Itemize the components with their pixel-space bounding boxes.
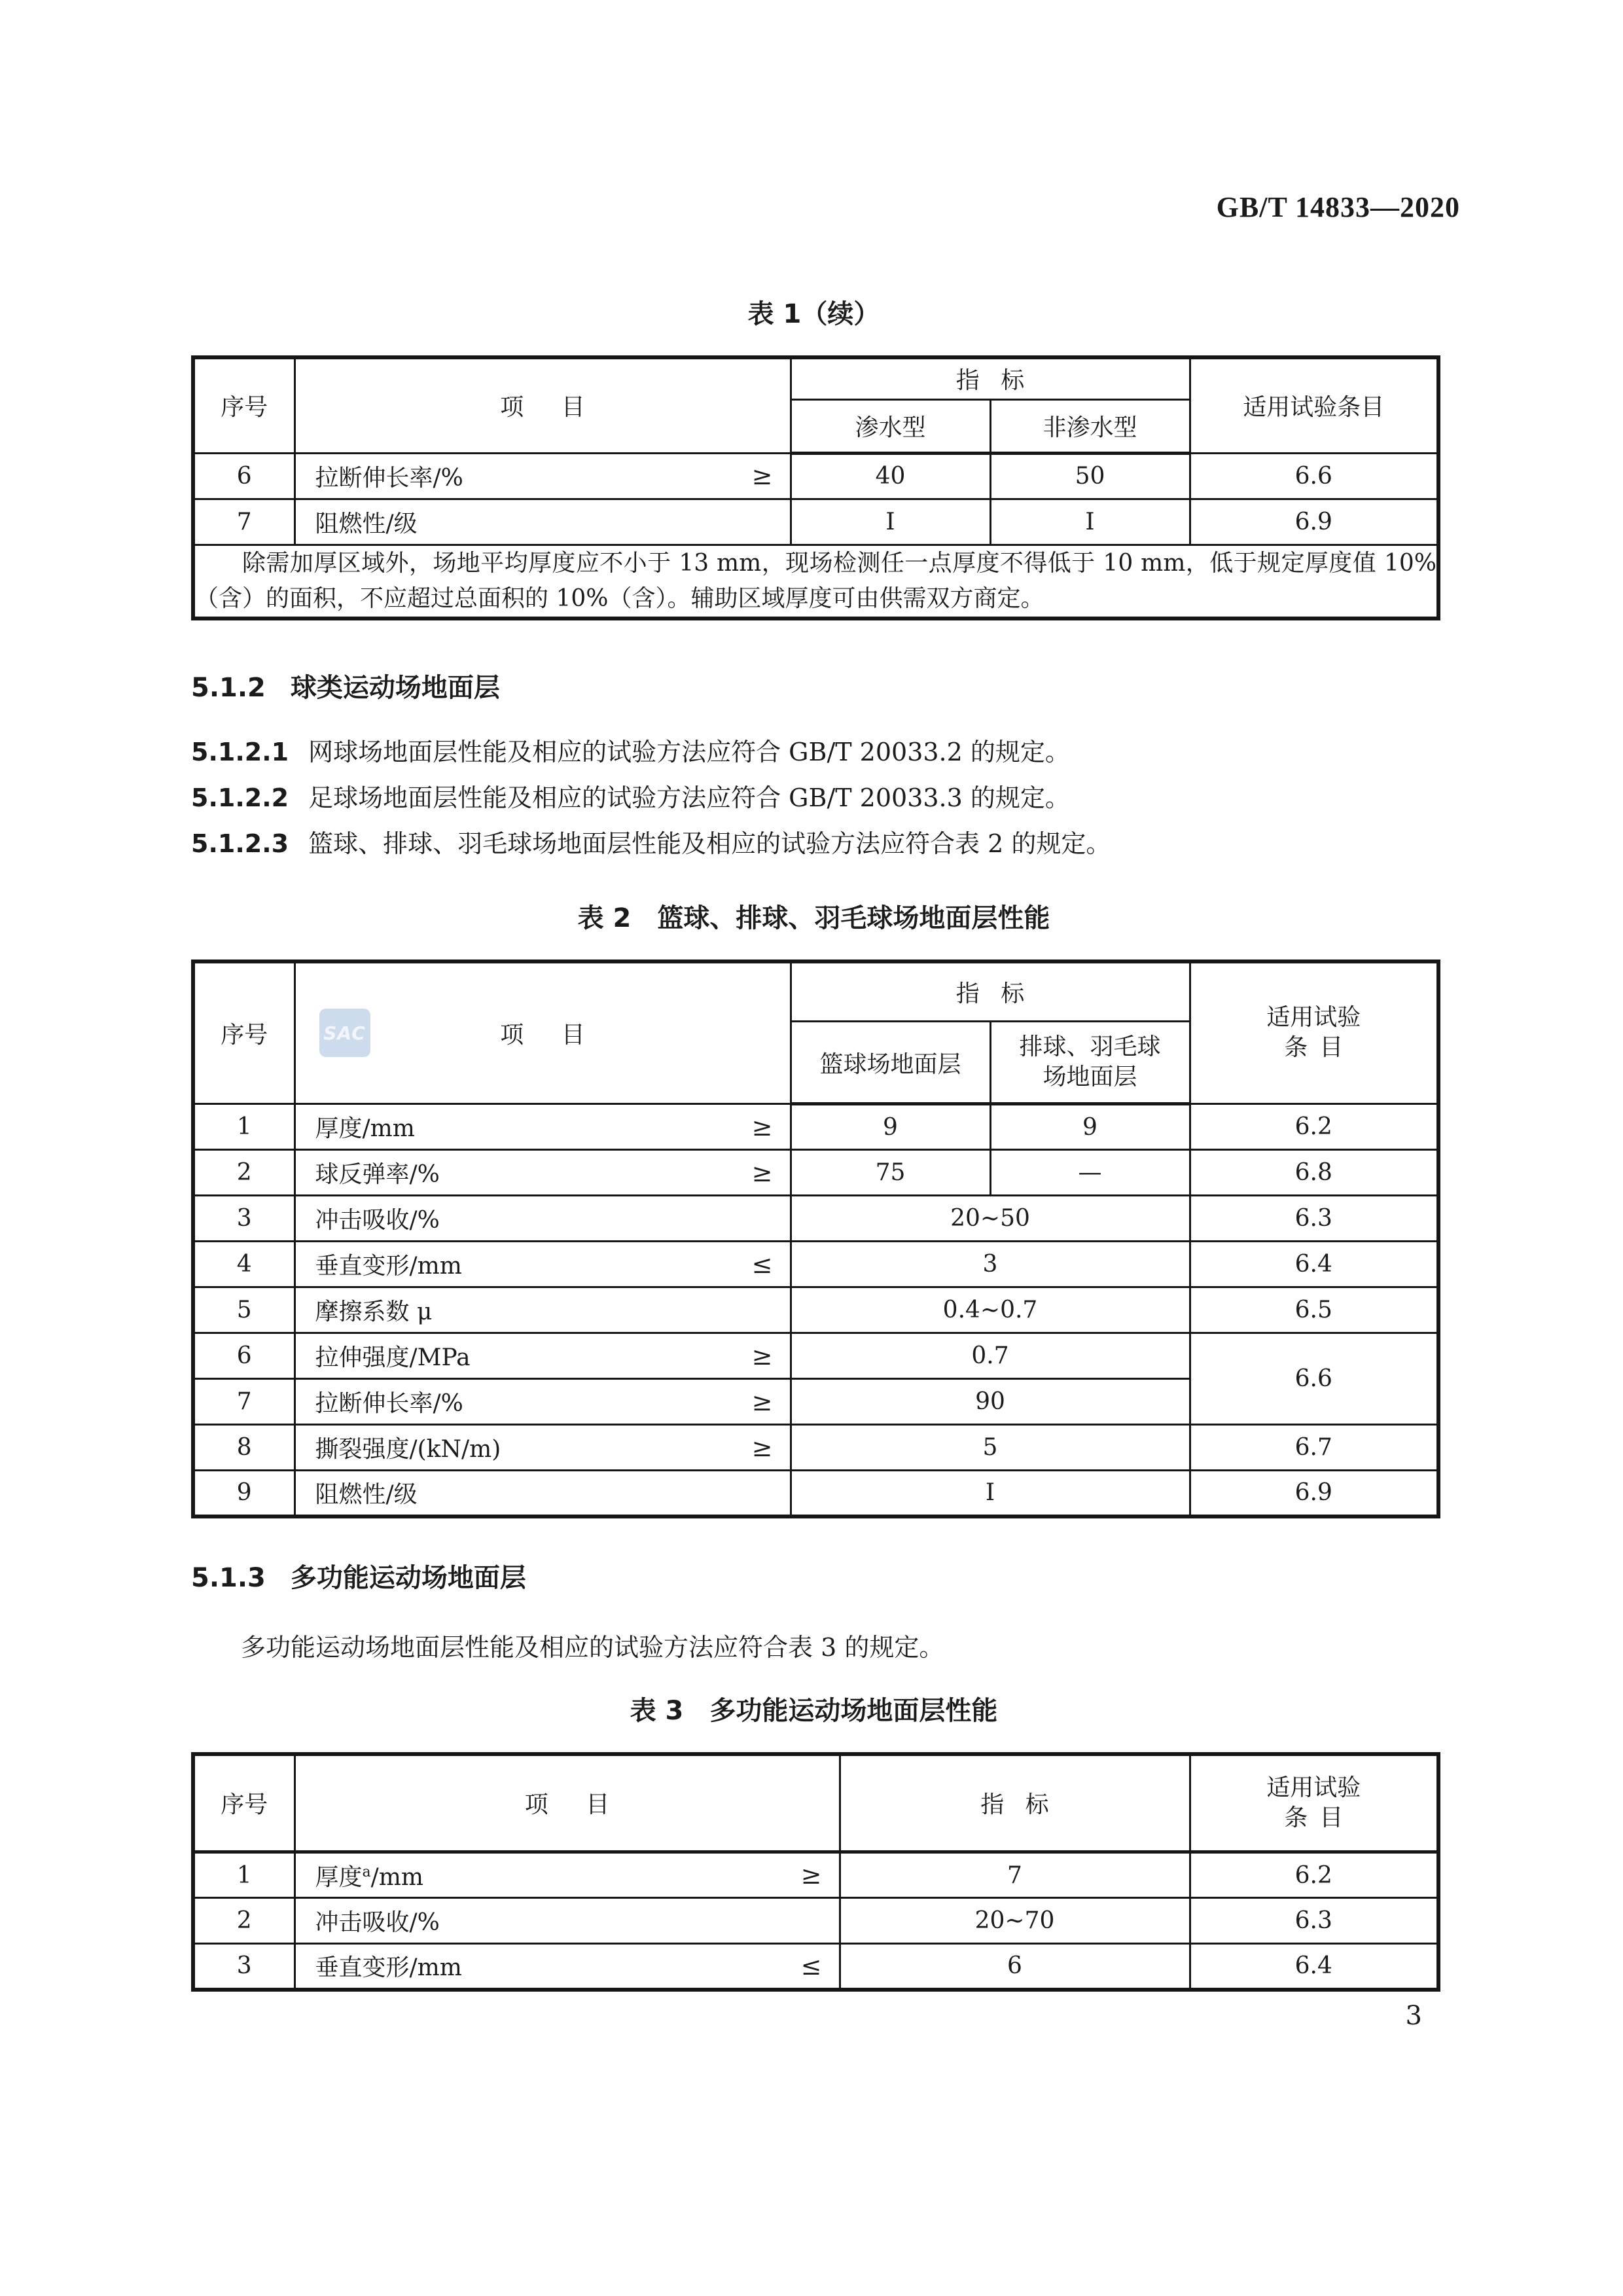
table2-col-basketball: 篮球场地面层 (791, 1022, 990, 1104)
cell-clause: 6.2 (1190, 1852, 1438, 1898)
table1-col-permeable: 渗水型 (791, 399, 990, 453)
table3-title-text: 多功能运动场地面层性能 (709, 1695, 998, 1726)
condition-symbol: ≥ (751, 1341, 773, 1371)
paragraph-5122 (191, 783, 1436, 813)
table2-col-item-label: 项目 (500, 1021, 623, 1049)
cell-value: I (990, 499, 1190, 545)
cell-clause: 6.4 (1190, 1944, 1438, 1990)
item-label: 撕裂强度/(kN/m) (315, 1436, 501, 1463)
cell-seq: 2 (193, 1150, 294, 1196)
cell-item (294, 1104, 791, 1150)
item-label: 垂直变形/mm (315, 1954, 462, 1982)
doc-code: GB/T 14833—2020 (1216, 191, 1460, 223)
cell-item (294, 453, 791, 499)
cell-item (294, 1287, 791, 1333)
cell-value: 20~70 (840, 1898, 1190, 1944)
section-heading-513 (191, 1562, 1436, 1594)
table-row (193, 453, 1438, 499)
table1-continued-title (191, 298, 1436, 331)
item-label: 垂直变形/mm (315, 1253, 462, 1280)
page-number: 3 (1405, 2000, 1422, 2031)
item-base: 厚度 (315, 1863, 363, 1891)
cell-value-span: 5 (791, 1425, 1190, 1471)
cell-item (294, 1944, 840, 1990)
cell-seq: 3 (193, 1944, 294, 1990)
section-title: 球类运动场地面层 (290, 672, 500, 703)
clause-text: 篮球、排球、羽毛球场地面层性能及相应的试验方法应符合表 2 的规定。 (308, 829, 1111, 858)
table-row (193, 1898, 1438, 1944)
cell-seq: 5 (193, 1287, 294, 1333)
table2-title-text: 篮球、排球、羽毛球场地面层性能 (657, 903, 1050, 933)
item-label: 厚度/mm (315, 1115, 415, 1142)
table2-col-seq: 序号 (193, 961, 294, 1104)
condition-symbol: ≤ (800, 1951, 822, 1981)
table2-col-item (294, 961, 791, 1104)
cell-value: I (791, 499, 990, 545)
table1 (191, 355, 1440, 620)
clause-text: 足球场地面层性能及相应的试验方法应符合 GB/T 20033.3 的规定。 (308, 783, 1070, 812)
cell-seq: 1 (193, 1852, 294, 1898)
condition-symbol: ≥ (751, 1112, 773, 1141)
cell-value-span: 20~50 (791, 1196, 1190, 1242)
item-label: 球反弹率/% (315, 1161, 440, 1188)
table-row (193, 1196, 1438, 1242)
item-label: 冲击吸收/% (315, 1207, 440, 1234)
page-content (191, 0, 1460, 2031)
cell-clause: 6.3 (1190, 1898, 1438, 1944)
clause-number: 5.1.2.2 (191, 783, 289, 812)
cell-item (294, 1898, 840, 1944)
table1-col-clause: 适用试验条目 (1190, 357, 1438, 453)
item-label: 阻燃性/级 (315, 1481, 418, 1509)
cell-seq: 6 (193, 453, 294, 499)
condition-symbol: ≤ (751, 1249, 773, 1279)
cell-value-span: 3 (791, 1242, 1190, 1287)
clause-number: 5.1.2.3 (191, 829, 289, 858)
table1-col-indicator: 指标 (791, 357, 1190, 399)
cell-clause: 6.6 (1190, 453, 1438, 499)
cell-clause: 6.8 (1190, 1150, 1438, 1196)
item-unit: /mm (370, 1863, 424, 1891)
table3-title (191, 1695, 1436, 1727)
cell-seq: 6 (193, 1333, 294, 1379)
table2 (191, 960, 1440, 1518)
subcol-line2: 场地面层 (1043, 1064, 1137, 1090)
cell-clause: 6.9 (1190, 499, 1438, 545)
table-row (193, 1852, 1438, 1898)
cell-clause: 6.9 (1190, 1471, 1438, 1516)
cell-value-span: 90 (791, 1379, 1190, 1425)
table-row (193, 1944, 1438, 1990)
cell-value: 75 (791, 1150, 990, 1196)
table2-header-row-1 (193, 961, 1438, 1022)
cell-value: 9 (791, 1104, 990, 1150)
section-title: 多功能运动场地面层 (290, 1562, 526, 1593)
cell-clause: 6.2 (1190, 1104, 1438, 1150)
cell-seq: 7 (193, 1379, 294, 1425)
cell-seq: 2 (193, 1898, 294, 1944)
cell-item (294, 1425, 791, 1471)
table1-col-item: 项目 (294, 357, 791, 453)
cell-clause: 6.3 (1190, 1196, 1438, 1242)
table-row (193, 1150, 1438, 1196)
condition-symbol: ≥ (800, 1861, 822, 1890)
cell-value: 40 (791, 453, 990, 499)
clause-text: 网球场地面层性能及相应的试验方法应符合 GB/T 20033.2 的规定。 (308, 737, 1070, 766)
table-row (193, 1425, 1438, 1471)
clause-number: 5.1.2.1 (191, 737, 289, 766)
condition-symbol: ≥ (751, 1433, 773, 1462)
cell-clause: 6.4 (1190, 1242, 1438, 1287)
table-row (193, 1104, 1438, 1150)
sac-watermark-logo: SAC (319, 1009, 370, 1057)
clause-header-line2: 条目 (1284, 1804, 1355, 1831)
table2-col-clause (1190, 961, 1438, 1104)
table-row (193, 1471, 1438, 1516)
cell-seq: 7 (193, 499, 294, 545)
table2-title-prefix: 表 2 (577, 903, 632, 933)
cell-item (294, 1196, 791, 1242)
cell-clause: 6.7 (1190, 1425, 1438, 1471)
table3-col-indicator: 指标 (840, 1754, 1190, 1852)
cell-value: 9 (990, 1104, 1190, 1150)
table1-col-nonpermeable: 非渗水型 (990, 399, 1190, 453)
cell-item (294, 1242, 791, 1287)
table2-col-volleyball-badminton (990, 1022, 1190, 1104)
cell-value: 50 (990, 453, 1190, 499)
table1-header-row-1 (193, 357, 1438, 399)
item-label: 阻燃性/级 (315, 510, 418, 537)
cell-value-span: 0.4~0.7 (791, 1287, 1190, 1333)
clause-header-line1: 适用试验 (1266, 1004, 1361, 1031)
condition-symbol: ≥ (751, 461, 773, 490)
footnote-marker: a (362, 1863, 371, 1880)
item-label: 拉断伸长率/% (315, 464, 463, 492)
clause-header-line2: 条目 (1284, 1034, 1355, 1062)
section-heading-512 (191, 672, 1436, 704)
section-number: 5.1.3 (191, 1562, 266, 1593)
table-note-row (193, 545, 1438, 619)
item-label: 摩擦系数 μ (315, 1299, 433, 1325)
item-label: 拉断伸长率/% (315, 1390, 463, 1417)
item-label: 拉伸强度/MPa (315, 1344, 471, 1371)
cell-seq: 1 (193, 1104, 294, 1150)
paragraph-5123 (191, 829, 1436, 859)
cell-value: — (990, 1150, 1190, 1196)
table-row (193, 499, 1438, 545)
cell-item (294, 1471, 791, 1516)
table3 (191, 1752, 1440, 1992)
cell-item (294, 1852, 840, 1898)
paragraph-513: 多功能运动场地面层性能及相应的试验方法应符合表 3 的规定。 (241, 1632, 944, 1662)
table3-header-row (193, 1754, 1438, 1852)
table2-col-indicator: 指标 (791, 961, 1190, 1022)
paragraph-5121 (191, 737, 1436, 767)
condition-symbol: ≥ (751, 1158, 773, 1187)
condition-symbol: ≥ (751, 1387, 773, 1416)
cell-value: 6 (840, 1944, 1190, 1990)
cell-seq: 3 (193, 1196, 294, 1242)
table2-title (191, 902, 1436, 935)
cell-clause: 6.5 (1190, 1287, 1438, 1333)
table3-col-item: 项目 (294, 1754, 840, 1852)
cell-item (294, 499, 791, 545)
cell-value: 7 (840, 1852, 1190, 1898)
cell-item (294, 1150, 791, 1196)
cell-item (294, 1333, 791, 1379)
table3-col-seq: 序号 (193, 1754, 294, 1852)
item-label (315, 1859, 424, 1892)
table3-col-clause (1190, 1754, 1438, 1852)
section-number: 5.1.2 (191, 672, 266, 703)
table1-note: 除需加厚区域外，场地平均厚度应不小于 13 mm，现场检测任一点厚度不得低于 10 mm，低于规定厚度值 10%（含）的面积，不应超过总面积的 10%（含）。辅助区域厚度可由供需双方商定。 (195, 549, 1437, 612)
table-row (193, 1242, 1438, 1287)
table3-title-prefix: 表 3 (630, 1695, 684, 1726)
table1-col-seq: 序号 (193, 357, 294, 453)
cell-seq: 4 (193, 1242, 294, 1287)
cell-seq: 9 (193, 1471, 294, 1516)
table-row (193, 1287, 1438, 1333)
table1-title-text: 表 1（续） (747, 299, 880, 329)
cell-value-span: 0.7 (791, 1333, 1190, 1379)
subcol-line1: 排球、羽毛球 (1019, 1033, 1161, 1060)
cell-value-span: I (791, 1471, 1190, 1516)
clause-header-line1: 适用试验 (1266, 1774, 1361, 1801)
table1-note-cell (193, 545, 1438, 619)
cell-item (294, 1379, 791, 1425)
cell-seq: 8 (193, 1425, 294, 1471)
item-label: 冲击吸收/% (315, 1909, 440, 1936)
table-row (193, 1333, 1438, 1379)
cell-clause-merged: 6.6 (1190, 1333, 1438, 1425)
